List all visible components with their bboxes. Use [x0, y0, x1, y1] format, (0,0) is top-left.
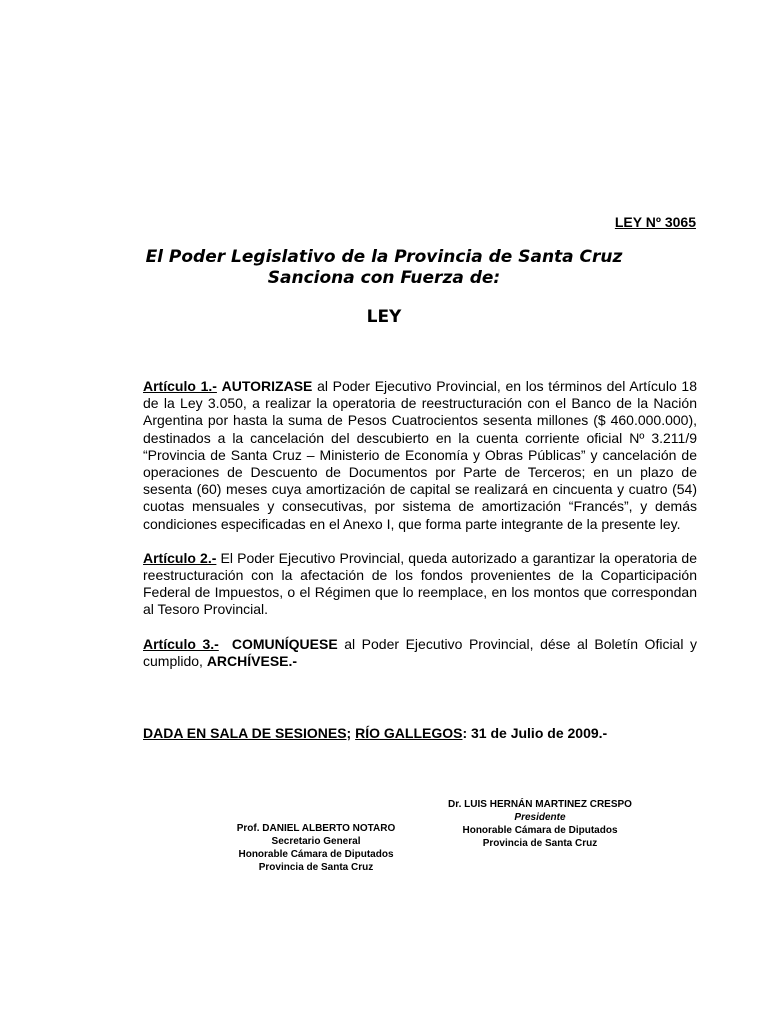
article-3	[143, 636, 697, 670]
separator-1: ;	[346, 725, 352, 741]
article-3-text: al Poder Ejecutivo Provincial, dése al Boletín Oficial y cumplido,	[143, 635, 698, 669]
president-name: Dr. LUIS HERNÁN MARTINEZ CRESPO	[448, 799, 632, 810]
article-1	[143, 378, 697, 533]
session-hall: DADA EN SALA DE SESIONES	[143, 725, 347, 741]
secretary-body: Honorable Cámara de Diputados	[238, 849, 394, 860]
article-3-label: Artículo 3.-	[143, 635, 219, 652]
separator-2: :	[462, 725, 468, 741]
heading-line-2: Sanciona con Fuerza de:	[267, 268, 501, 288]
president-role: Presidente	[514, 812, 566, 823]
secretary-name: Prof. DANIEL ALBERTO NOTARO	[236, 823, 396, 834]
article-1-keyword: AUTORIZASE	[221, 378, 313, 394]
enactment-heading	[0, 247, 768, 289]
article-1-text: al Poder Ejecutivo Provincial, en los términos del Artículo 18 de la Ley 3.050, a realizar la operatoria de reestructuración con el Banco de la Nación Argentina por hasta la suma de Pesos Cuatrocientos sesenta millones ($ 460.000.000), destinados a la cancelación del descubierto en la cuenta corriente oficial Nº 3.211/9 “Provincia de Santa Cruz – Ministerio de Economía y Obras Públicas” y cancelación de operaciones de Descuento de Documentos por Parte de Terceros; en un plazo de sesenta (60) meses cuya amortización de capital se realizará en cincuenta y cuatro (54) cuotas mensuales y consecutivas, por sistema de amortización “Francés”, y demás condiciones especificadas en el Anexo I, que forma parte integrante de la presente ley.	[143, 378, 698, 532]
heading-line-1: El Poder Legislativo de la Provincia de Santa Cruz	[145, 247, 623, 267]
article-2-text: El Poder Ejecutivo Provincial, queda autorizado a garantizar la operatoria de reestructuración con la afectación de los fondos provenientes de la Coparticipación Federal de Impuestos, o el Régimen que lo reemplace, en los montos que correspondan al Tesoro Provincial.	[143, 549, 697, 618]
secretary-role: Secretario General	[271, 836, 361, 847]
city-name: RÍO GALLEGOS	[355, 725, 463, 741]
article-2	[143, 550, 697, 619]
signature-block-secretary	[196, 822, 436, 874]
article-3-keyword: COMUNÍQUESE	[231, 635, 338, 652]
president-province: Provincia de Santa Cruz	[482, 838, 598, 849]
article-2-label: Artículo 2.-	[143, 549, 217, 566]
sanction-place-date	[143, 725, 607, 741]
articles-section	[143, 378, 697, 687]
secretary-province: Provincia de Santa Cruz	[258, 862, 374, 873]
sanction-date: 31 de Julio de 2009.-	[471, 725, 608, 741]
ley-title: LEY	[366, 307, 402, 327]
signature-block-president	[420, 798, 660, 850]
article-1-label: Artículo 1.-	[143, 378, 217, 394]
article-3-closing: ARCHÍVESE.-	[206, 652, 298, 669]
president-body: Honorable Cámara de Diputados	[462, 825, 618, 836]
law-number: LEY Nº 3065	[614, 214, 696, 230]
